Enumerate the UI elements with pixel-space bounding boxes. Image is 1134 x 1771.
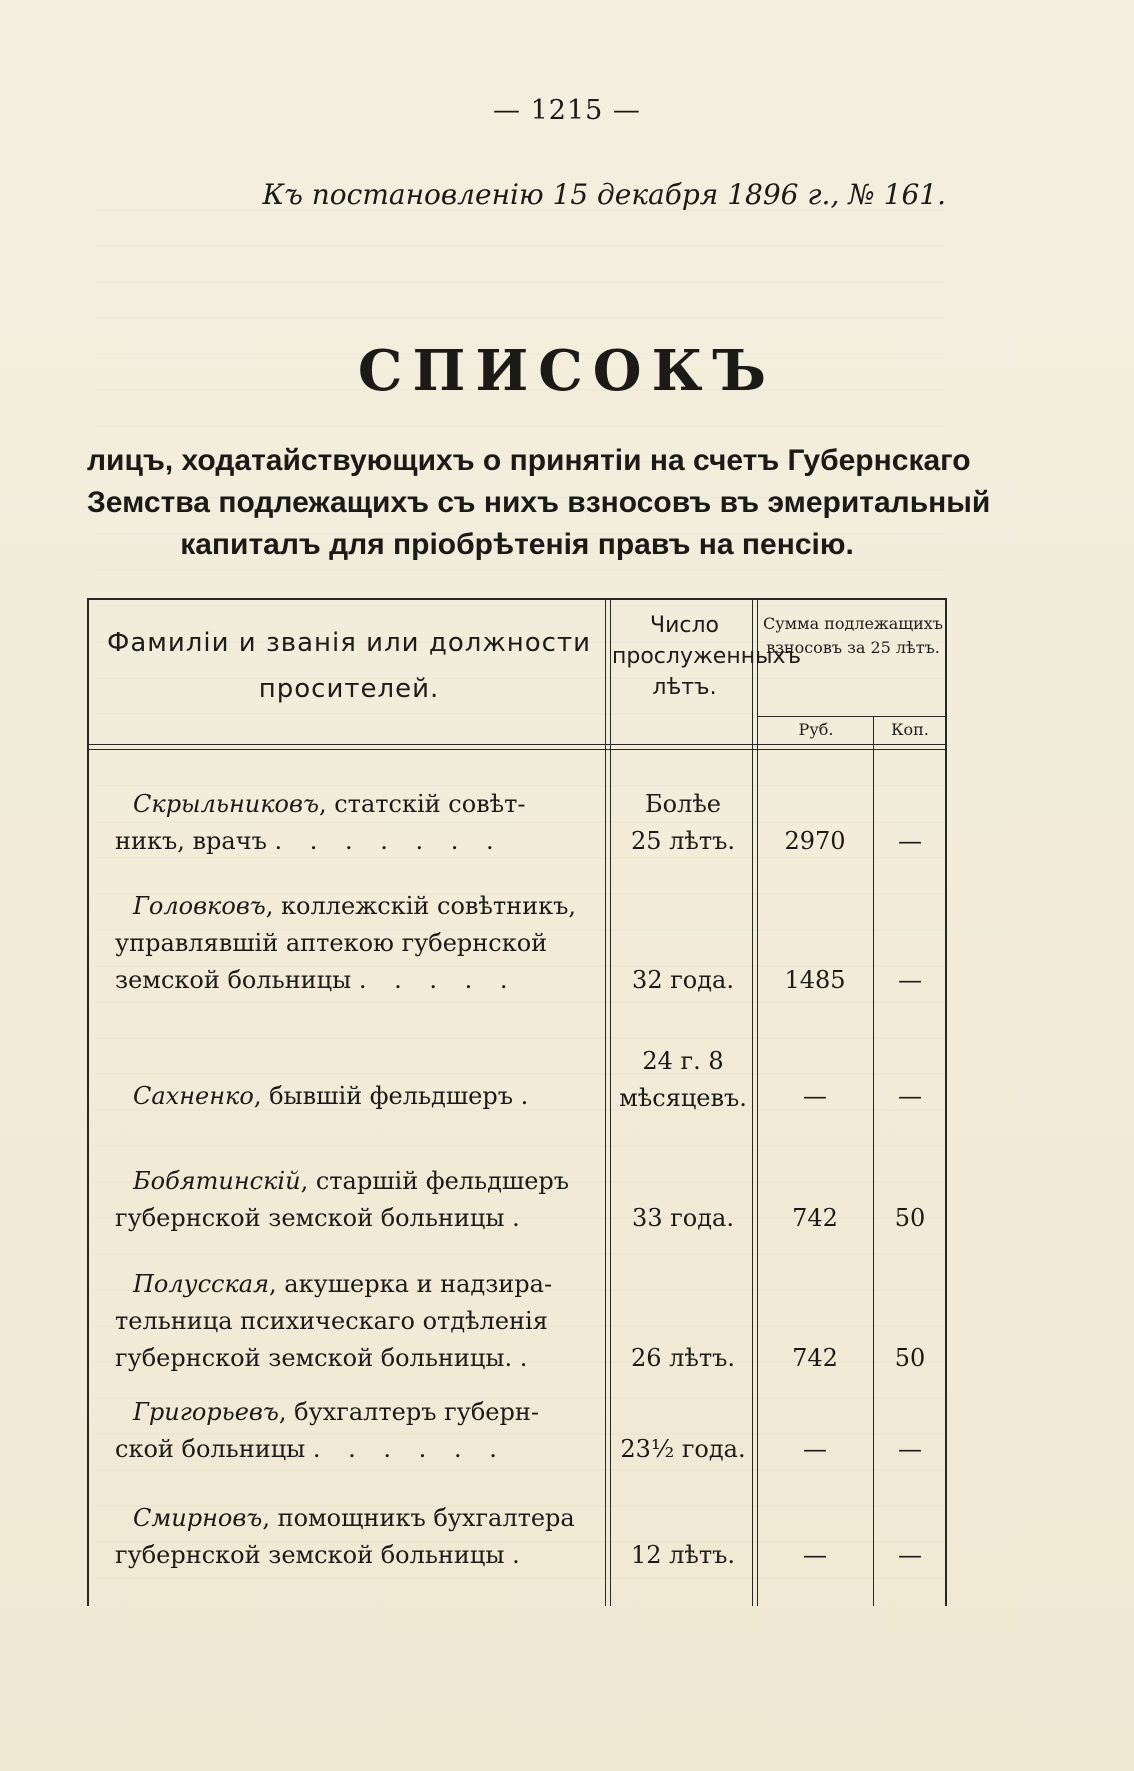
petitioner-line-2-text: губернской земской больницы (115, 1204, 505, 1232)
petitioner-title: , бывшій фельдшеръ (253, 1082, 513, 1110)
petitioners-table (87, 598, 947, 1606)
petitioner-line-1 (115, 1500, 605, 1537)
page-number: — 1215 — (493, 95, 641, 126)
petitioner-line-3-text: земской больницы (115, 966, 352, 994)
leader-dots: . . . . . . . (274, 827, 504, 855)
years-cell: 23½ года. (620, 1435, 746, 1463)
leader-dots: . (512, 1541, 530, 1569)
rub-cell: 2970 (784, 827, 846, 855)
years-line-1: Болѣе (644, 790, 721, 818)
petitioner-surname: Григорьевъ (133, 1398, 279, 1426)
petitioner-line-2: управлявшій аптекою губернской (115, 929, 548, 957)
subtitle-line-1 (87, 440, 971, 482)
rub-cell: — (803, 1082, 827, 1110)
kop-cell: 50 (894, 1204, 926, 1232)
petitioner-line-1 (115, 1078, 605, 1115)
leader-dots: . (520, 1082, 539, 1110)
years-cell: 32 года. (632, 966, 734, 994)
petitioner-title: , помощникъ бухгалтера (262, 1504, 575, 1532)
kop-cell: — (898, 1435, 922, 1463)
petitioner-title: , бухгалтеръ губерн- (278, 1398, 539, 1426)
kop-cell: 50 (894, 1344, 926, 1372)
subtitle-line-3: капиталъ для пріобрѣтенія правъ на пенсію. (180, 528, 854, 561)
petitioner-line-2 (115, 1200, 605, 1237)
header-name: Фамиліи и званія или должности просителей. (106, 628, 592, 704)
petitioner-line-1 (115, 1394, 605, 1431)
leader-dots: . . . . . . (312, 1435, 507, 1463)
petitioner-surname: Головковъ (133, 892, 266, 920)
petitioner-title: , коллежскій совѣтникъ, (265, 892, 577, 920)
years-cell (609, 1043, 757, 1117)
petitioner-line-3 (115, 1340, 605, 1377)
years-cell: 26 лѣтъ. (630, 1344, 736, 1372)
petitioner-line-3 (115, 962, 605, 999)
rub-cell: 1485 (784, 966, 846, 994)
petitioner-line-2 (115, 1431, 605, 1468)
subtitle-line-2 (87, 482, 991, 524)
rub-cell: 742 (792, 1204, 838, 1232)
header-kop: Коп. (891, 720, 929, 739)
leader-dots: . (519, 1344, 538, 1372)
petitioner-cell (115, 786, 605, 860)
petitioner-line-1 (115, 786, 605, 823)
decree-reference: Къ постановленію 15 декабря 1896 г., № 161. (262, 178, 946, 211)
rub-cell: 742 (792, 1344, 838, 1372)
years-line-1: 24 г. 8 (642, 1047, 724, 1075)
document-subtitle (87, 440, 991, 566)
sum-subheader-rule (757, 716, 947, 717)
petitioner-title: , старшій фельдшеръ (300, 1167, 570, 1195)
petitioner-surname: Бобятинскій (133, 1167, 301, 1195)
petitioner-surname: Сахненко (133, 1082, 254, 1110)
kop-cell: — (898, 1082, 922, 1110)
header-years: Число прослуженныхъ лѣтъ. (612, 613, 802, 700)
petitioner-line-1 (115, 888, 605, 925)
subtitle-line-2-text: Земства подлежащихъ съ нихъ взносовъ въ эмеритальный (87, 486, 991, 519)
petitioner-cell (115, 888, 605, 999)
years-line-2: 25 лѣтъ. (630, 827, 736, 855)
petitioner-title: , акушерка и надзира- (269, 1270, 553, 1298)
petitioner-line-1 (115, 1163, 605, 1200)
years-line-2: мѣсяцевъ. (619, 1084, 747, 1112)
petitioner-surname: Скрыльниковъ (133, 790, 319, 818)
petitioner-line-2-text: ской больницы (115, 1435, 306, 1463)
petitioner-cell (115, 1078, 605, 1115)
header-rub: Руб. (798, 720, 834, 739)
leader-dots: . . . . . (358, 966, 518, 994)
document-title: СПИСОКЪ (357, 338, 777, 404)
years-cell (609, 786, 757, 860)
petitioner-line-3-text: губернской земской больницы. (115, 1344, 513, 1372)
subtitle-line-1-text: лицъ, ходатайствующихъ о принятіи на счетъ Губернскаго (87, 444, 971, 477)
header-sum: Сумма подлежащихъ взносовъ за 25 лѣтъ. (763, 614, 943, 657)
header-bottom-rule (87, 744, 947, 745)
leader-dots: . (512, 1204, 530, 1232)
rub-cell: — (803, 1541, 827, 1569)
petitioner-line-2-text: никъ, врачъ (115, 827, 267, 855)
petitioner-surname: Полусская (133, 1270, 269, 1298)
years-cell: 33 года. (632, 1204, 734, 1232)
petitioner-line-2: тельница психическаго отдѣленія (115, 1307, 548, 1335)
petitioner-cell (115, 1394, 605, 1468)
rub-cell: — (803, 1435, 827, 1463)
petitioner-line-2-text: губернской земской больницы (115, 1541, 505, 1569)
petitioner-cell (115, 1266, 605, 1377)
petitioner-surname: Смирновъ (133, 1504, 263, 1532)
petitioner-line-2 (115, 1537, 605, 1574)
petitioner-line-1 (115, 1266, 605, 1303)
years-cell: 12 лѣтъ. (630, 1541, 736, 1569)
petitioner-cell (115, 1163, 605, 1237)
petitioner-cell (115, 1500, 605, 1574)
kop-cell: — (898, 966, 922, 994)
kop-cell: — (898, 1541, 922, 1569)
petitioner-line-2 (115, 823, 605, 860)
petitioner-title: , статскій совѣт- (318, 790, 526, 818)
kop-cell: — (898, 827, 922, 855)
